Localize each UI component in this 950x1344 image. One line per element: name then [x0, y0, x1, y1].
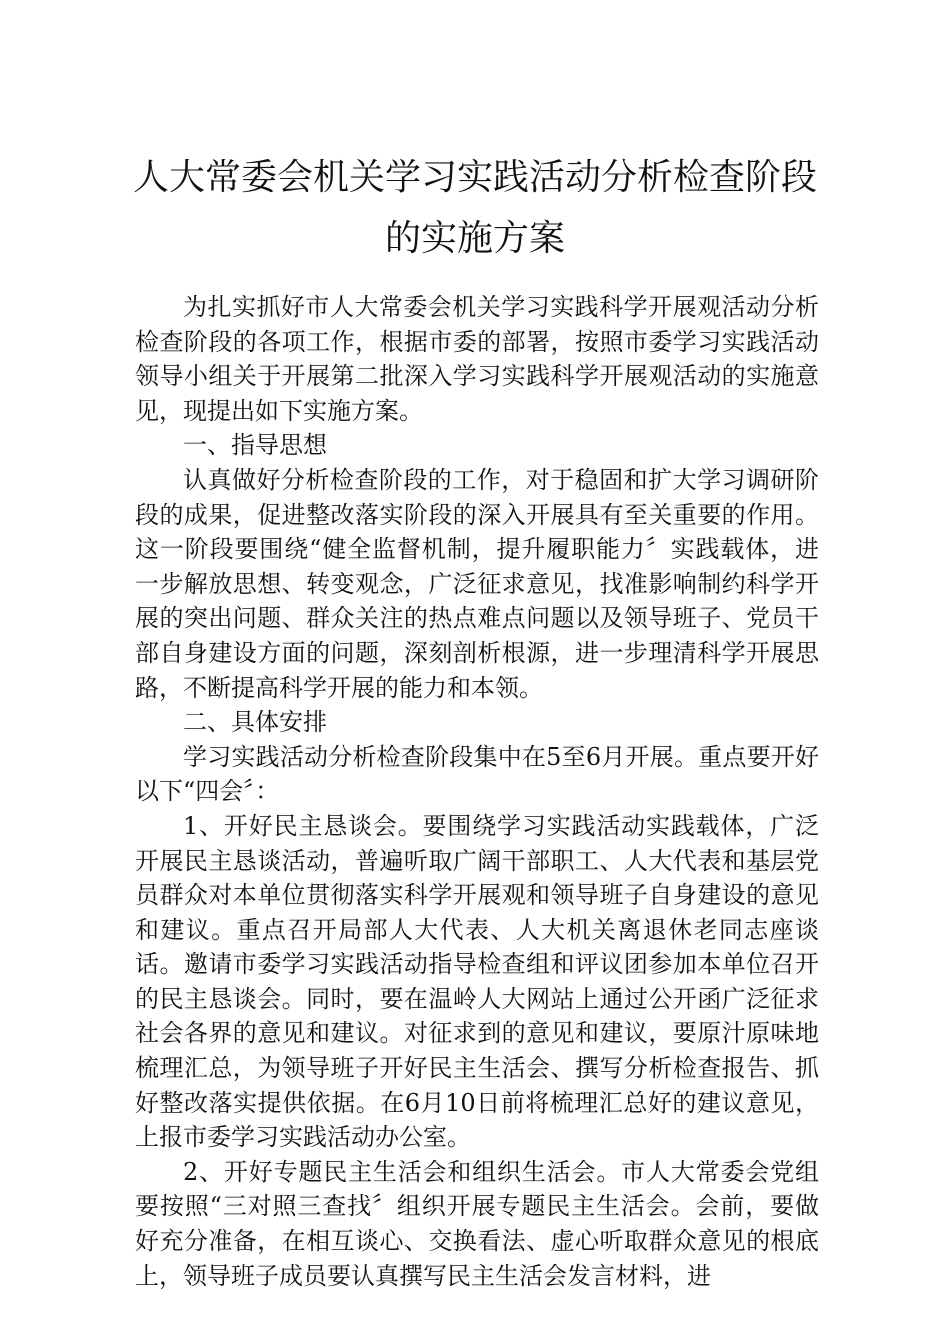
section-heading-arrangements: 二、具体安排 — [183, 708, 327, 737]
paragraph-guiding-thought: 认真做好分析检查阶段的工作，对于稳固和扩大学习调研阶段的成果，促进整改落实阶段的深入开展具有至关重要的作用。这一阶段要围绕“健全监督机制，提升履职能力〞实践载体，进一步解放思想、转变观念，广泛征求意见，找准影响制约科学开展的突出问题、群众关注的热点难点问题以及领导班子、党员干部自身建设方面的问题，深刻剖析根源，进一步理清科学开展思路，不断提高科学开展的能力和本领。 — [135, 465, 819, 702]
paragraph-item-2: 2、开好专题民主生活会和组织生活会。市人大常委会党组要按照“三对照三查找〞组织开展专题民主生活会。会前，要做好充分准备，在相互谈心、交换看法、虚心听取群众意见的根底上，领导班子成员要认真撰写民主生活会发言材料，进 — [135, 1157, 819, 1290]
document-title-line-2: 的实施方案 — [384, 218, 565, 259]
paragraph-arrangements: 学习实践活动分析检查阶段集中在5至6月开展。重点要开好以下“四会〞： — [135, 742, 819, 806]
section-heading-guiding-thought: 一、指导思想 — [183, 431, 327, 460]
paragraph-intro: 为扎实抓好市人大常委会机关学习实践科学开展观活动分析检查阶段的各项工作，根据市委的部署，按照市委学习实践活动领导小组关于开展第二批深入学习实践科学开展观活动的实施意见，现提出如下实施方案。 — [135, 293, 819, 425]
document-body — [135, 290, 819, 1293]
paragraph-item-1: 1、开好民主恳谈会。要围绕学习实践活动实践载体，广泛开展民主恳谈活动，普遍听取广阔干部职工、人大代表和基层党员群众对本单位贯彻落实科学开展观和领导班子自身建设的意见和建议。重点召开局部人大代表、人大机关离退休老同志座谈话。邀请市委学习实践活动指导检查组和评议团参加本单位召开的民主恳谈会。同时，要在温岭人大网站上通过公开函广泛征求社会各界的意见和建议。对征求到的意见和建议，要原汁原味地梳理汇总，为领导班子开好民主生活会、撰写分析检查报告、抓好整改落实提供依据。在6月10日前将梳理汇总好的建议意见，上报市委学习实践活动办公室。 — [135, 811, 819, 1152]
document-title-line-1: 人大常委会机关学习实践活动分析检查阶段 — [132, 157, 817, 198]
